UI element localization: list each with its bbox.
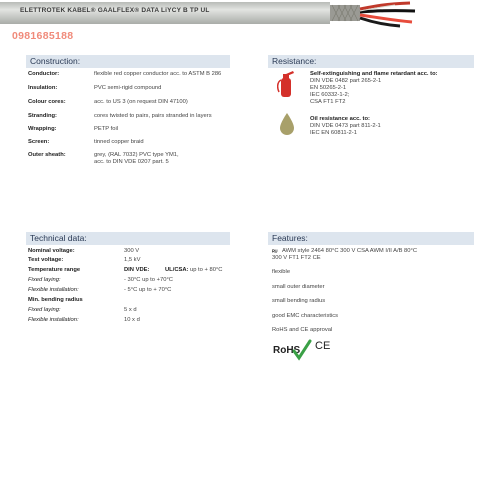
resistance-header: Resistance: (268, 55, 474, 68)
features-header: Features: (268, 232, 474, 245)
nominal-voltage-label: Nominal voltage: (28, 248, 75, 254)
feature-flexible: flexible (272, 269, 291, 275)
oil-drop-icon (279, 112, 295, 141)
flame-line-2: EN 50265-2-1 (310, 85, 347, 91)
feature-rohs-ce: RoHS and CE approval (272, 327, 333, 333)
oil-line-1: DIN VDE 0473 part 811-2-1 (310, 123, 381, 129)
bend-flexible-label: Flexible installation: (28, 317, 79, 323)
feature-small-diameter: small outer diameter (272, 284, 325, 290)
temp-fixed-laying-value: - 30°C up to +70°C (124, 277, 173, 283)
cable-image (0, 0, 500, 28)
svg-text:ᴿᵁ: ᴿᵁ (272, 250, 278, 255)
ce-mark-icon: CE (315, 340, 331, 352)
flame-line-1: DIN VDE 0482 part 265-2-1 (310, 78, 382, 84)
technical-header: Technical data: (26, 232, 230, 245)
colour-cores-label: Colour cores: (28, 99, 66, 105)
stranding-value: cores twisted to pairs, pairs stranded in layers (94, 113, 212, 119)
outer-sheath-value: grey, (RAL 7032) PVC type YM1, (94, 152, 179, 158)
bending-radius-label: Min. bending radius (28, 297, 83, 303)
insulation-value: PVC semi-rigid compound (94, 85, 162, 91)
feature-awm: AWM style 2464 80°C 300 V CSA AWM I/II A/B 80°C (282, 248, 418, 254)
stranding-label: Stranding: (28, 113, 57, 119)
nominal-voltage-value: 300 V (124, 248, 140, 254)
flame-retardant-title: Self-extinguishing and flame retardant acc. to: (310, 71, 438, 77)
test-voltage-label: Test voltage: (28, 257, 64, 263)
flame-line-3: IEC 60332-1-2; (310, 92, 350, 98)
oil-line-2: IEC EN 60811-2-1 (310, 130, 357, 136)
din-vde-label: DIN VDE: (124, 267, 150, 273)
rohs-logo-text: RoHS (273, 345, 301, 356)
oil-resistance-title: Oil resistance acc. to: (310, 116, 370, 122)
feature-small-bending: small bending radius (272, 298, 326, 304)
construction-header: Construction: (26, 55, 230, 68)
outer-sheath-value-2: acc. to DIN VDE 0207 part. 5 (94, 159, 169, 165)
bend-fixed-value: 5 x d (124, 307, 137, 313)
cable-drawing (0, 0, 500, 28)
watermark-phone: 0981685188 (12, 30, 74, 42)
wrapping-value: PETP foil (94, 126, 119, 132)
screen-label: Screen: (28, 139, 50, 145)
ul-csa-value: up to + 80°C (190, 267, 223, 273)
cable-print-text: ELETTROTEK KABEL® GAALFLEX® DATA LiYCY B TP UL (20, 7, 210, 14)
temp-fixed-laying-label: Fixed laying: (28, 277, 61, 283)
rohs-logo-icon (272, 339, 312, 366)
temperature-label: Temperature range (28, 267, 81, 273)
feature-awm-2: 300 V FT1 FT2 CE (272, 255, 321, 261)
conductor-label: Conductor: (28, 71, 60, 77)
bend-fixed-label: Fixed laying: (28, 307, 61, 313)
flame-line-4: CSA FT1 FT2 (310, 99, 346, 105)
screen-value: tinned copper braid (94, 139, 144, 145)
outer-sheath-label: Outer sheath: (28, 152, 66, 158)
feature-emc: good EMC characteristics (272, 313, 339, 319)
conductor-value: flexible red copper conductor acc. to ASTM B 286 (94, 71, 222, 77)
temp-flexible-label: Flexible installation: (28, 287, 79, 293)
insulation-label: Insulation: (28, 85, 58, 91)
ul-csa-label: UL/CSA: (165, 267, 189, 273)
colour-cores-value: acc. to US 3 (on request DIN 47100) (94, 99, 188, 105)
temp-flexible-value: - 5°C up to + 70°C (124, 287, 172, 293)
wrapping-label: Wrapping: (28, 126, 57, 132)
fire-extinguisher-icon (277, 70, 295, 103)
test-voltage-value: 1,5 kV (124, 257, 141, 263)
bend-flexible-value: 10 x d (124, 317, 140, 323)
